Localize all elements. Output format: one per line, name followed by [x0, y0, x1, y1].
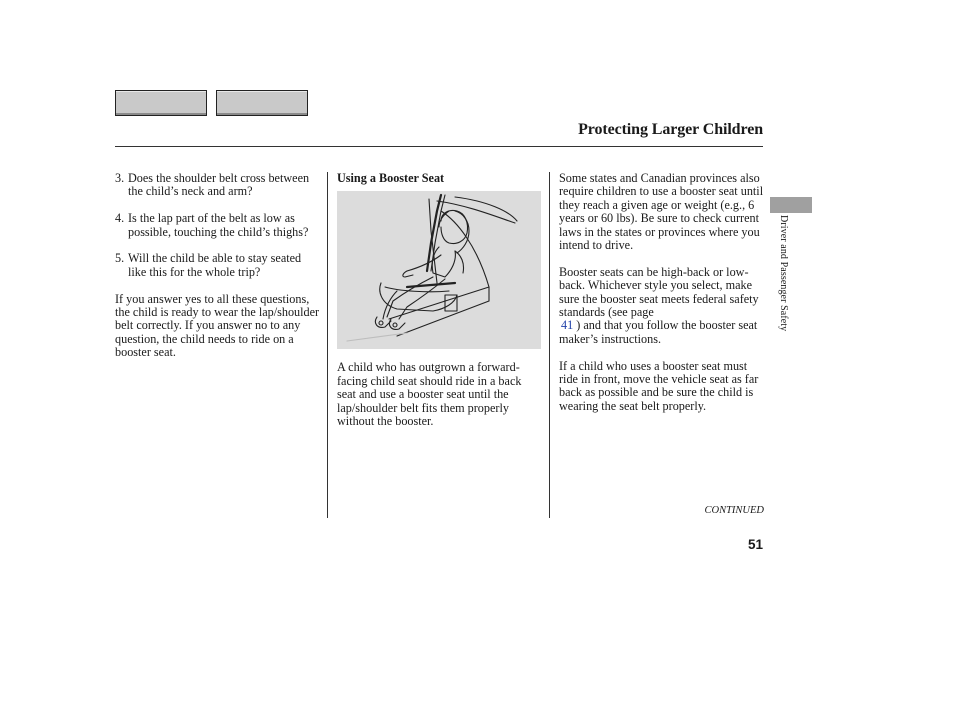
column-requirements — [559, 172, 764, 427]
booster-types-text: Booster seats can be high-back or low-back. Whichever style you select, make sure the booster seat meets federal safety standards (see page — [559, 264, 759, 320]
column-divider — [327, 172, 328, 518]
continued-label: CONTINUED — [704, 505, 764, 516]
page-number: 51 — [747, 537, 763, 552]
list-text: Does the shoulder belt cross between the child’s neck and arm? — [128, 171, 310, 199]
column-divider — [549, 172, 550, 518]
front-seat-paragraph: If a child who uses a booster seat must ride in front, move the vehicle seat as far back as possible and be sure the child is wearing the seat belt properly. — [559, 358, 759, 413]
list-text: Will the child be able to stay seated like this for the whole trip? — [128, 251, 302, 279]
booster-seat-heading: Using a Booster Seat — [337, 171, 445, 185]
readiness-paragraph: If you answer yes to all these questions, the child is ready to wear the lap/shoulder belt correctly. If you answer no to any question, the child needs to ride on a booster seat. — [115, 291, 320, 360]
section-side-label: Driver and Passenger Safety — [778, 215, 789, 332]
page-reference-link[interactable]: 41 — [561, 318, 574, 333]
section-title: Protecting Larger Children — [578, 121, 763, 138]
section-tab-marker — [770, 197, 812, 213]
booster-seat-paragraph: A child who has outgrown a forward-facing child seat should ride in a back seat and use a booster seat until the lap/shoulder belt fits them properly without the booster. — [337, 360, 522, 429]
list-number: 5. — [115, 251, 125, 266]
next-section-button[interactable] — [216, 90, 308, 116]
booster-seat-illustration — [337, 191, 541, 349]
list-item — [115, 252, 320, 279]
previous-section-button[interactable] — [115, 90, 207, 116]
column-checklist — [115, 172, 320, 373]
header-divider — [115, 146, 763, 147]
list-number: 3. — [115, 171, 125, 185]
column-booster-seat — [337, 172, 542, 442]
laws-paragraph: Some states and Canadian provinces also require children to use a booster seat until they reach a given age or weight (e.g., 6 years or 60 lbs). Be sure to check current laws in the states or provinces where you intend to drive. — [559, 171, 764, 253]
booster-types-text-end: ) and that you follow the booster seat maker’s instructions. — [559, 318, 758, 346]
list-text: Is the lap part of the belt as low as possible, touching the child’s thighs? — [128, 211, 309, 239]
list-item — [115, 172, 320, 199]
booster-types-paragraph — [559, 266, 764, 346]
list-item — [115, 212, 320, 239]
list-number: 4. — [115, 211, 125, 226]
